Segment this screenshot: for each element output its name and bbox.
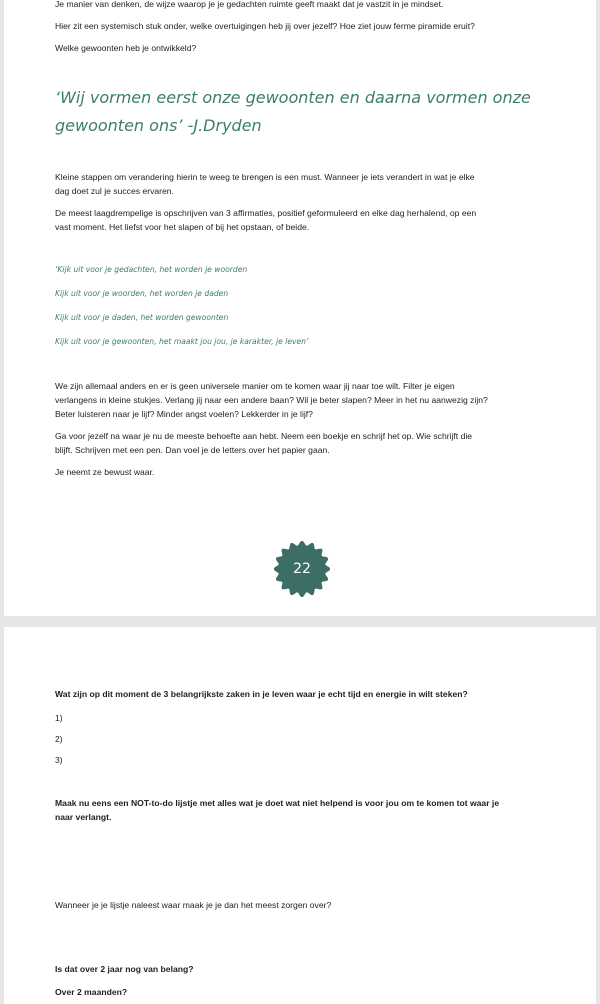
- green-quote-line-4: Kijk uit voor je gewoonten, het maakt jou jou, je karakter, je leven’: [55, 337, 309, 346]
- paragraph-5: Je neemt ze bewust waar.: [55, 467, 155, 477]
- intro-line-2: Hier zit een systemisch stuk onder, welke overtuigingen heb jij over jezelf? Hoe ziet jouw ferme piramide eruit?: [55, 21, 475, 31]
- list-item-2: 2): [55, 734, 63, 744]
- intro-line-1: Je manier van denken, de wijze waarop je je gedachten ruimte geeft maakt dat je vastzit in je mindset.: [55, 0, 444, 9]
- paragraph-3-line-2: verlangens in kleine stukjes. Verlang jij naar een andere baan? Wil je beter slapen? Meer in het nu aanwezig zijn?: [55, 395, 488, 405]
- green-quote-line-1: ‘Kijk uit voor je gedachten, het worden je woorden: [55, 265, 248, 274]
- list-item-3: 3): [55, 755, 63, 765]
- question-5: Over 2 maanden?: [55, 987, 128, 997]
- paragraph-2-line-2: vast moment. Het liefst voor het slapen of bij het opstaan, of beide.: [55, 222, 310, 232]
- paragraph-4-line-2: blijft. Schrijven met een pen. Dan voel je de letters over het papier gaan.: [55, 445, 330, 455]
- question-2-line-2: naar verlangt.: [55, 812, 112, 822]
- quote-title-line-1: ‘Wij vormen eerst onze gewoonten en daarna vormen onze: [55, 88, 531, 107]
- green-quote-line-2: Kijk uit voor je woorden, het worden je daden: [55, 289, 229, 298]
- document-page-22: [4, 0, 596, 616]
- question-3: Wanneer je je lijstje naleest waar maak je je dan het meest zorgen over?: [55, 900, 332, 910]
- paragraph-1-line-1: Kleine stappen om verandering hierin te weeg te brengen is een must. Wanneer je iets verandert in wat je elke: [55, 172, 475, 182]
- paragraph-3-line-3: Beter luisteren naar je lijf? Minder angst voelen? Lekkerder in je lijf?: [55, 409, 313, 419]
- list-item-1: 1): [55, 713, 63, 723]
- document-page-23: [4, 627, 596, 1004]
- question-1: Wat zijn op dit moment de 3 belangrijkste zaken in je leven waar je echt tijd en energie in wilt steken?: [55, 689, 468, 699]
- page-number-badge: [274, 541, 330, 597]
- green-quote-line-3: Kijk uit voor je daden, het worden gewoonten: [55, 313, 229, 322]
- paragraph-1-line-2: dag doet zul je succes ervaren.: [55, 186, 174, 196]
- paragraph-4-line-1: Ga voor jezelf na waar je nu de meeste behoefte aan hebt. Neem een boekje en schrijf het op. Wie schrijft die: [55, 431, 473, 441]
- question-4: Is dat over 2 jaar nog van belang?: [55, 964, 194, 974]
- intro-line-3: Welke gewoonten heb je ontwikkeld?: [55, 43, 197, 53]
- question-2-line-1: Maak nu eens een NOT-to-do lijstje met alles wat je doet wat niet helpend is voor jou om te komen tot waar je: [55, 798, 500, 808]
- paragraph-3-line-1: We zijn allemaal anders en er is geen universele manier om te komen waar jij naar toe wilt. Filter je eigen: [55, 381, 455, 391]
- quote-title-line-2: gewoonten ons’ -J.Dryden: [55, 116, 262, 135]
- page-number: 22: [293, 561, 311, 577]
- paragraph-2-line-1: De meest laagdrempelige is opschrijven van 3 affirmaties, positief geformuleerd en elke dag herhalend, op een: [55, 208, 477, 218]
